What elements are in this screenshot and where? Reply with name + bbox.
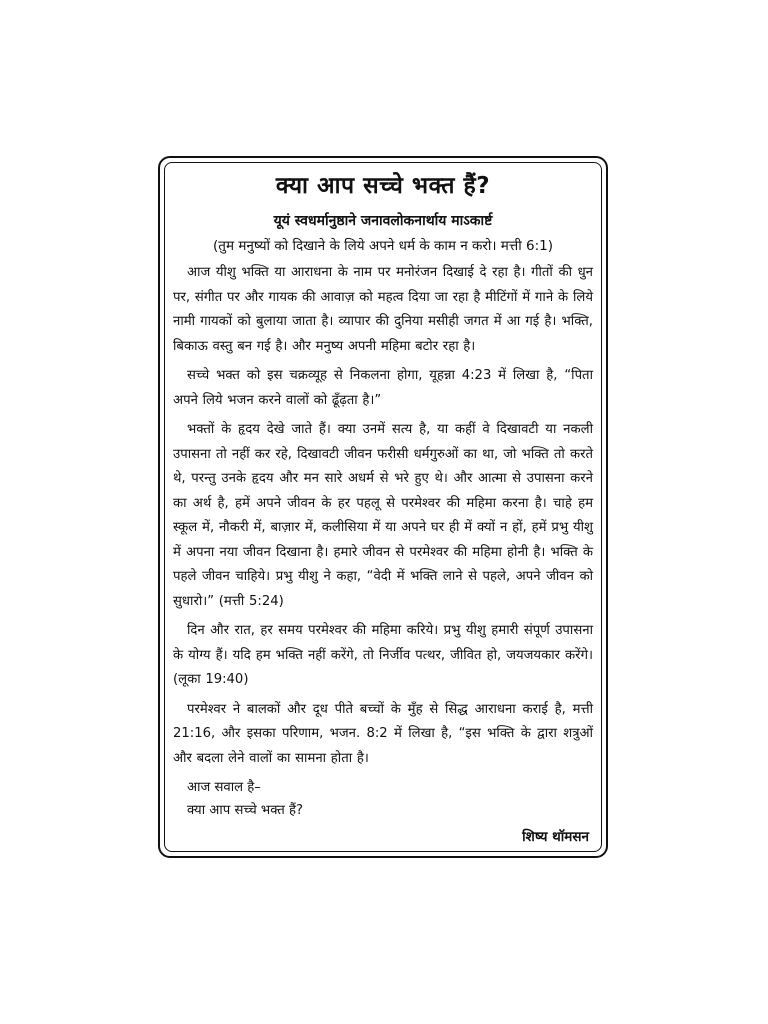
author-signature: शिष्य थॉमसन bbox=[522, 829, 589, 845]
article-title: क्या आप सच्चे भक्त हैं? bbox=[275, 173, 491, 199]
paragraph-1: आज यीशु भक्ति या आराधना के नाम पर मनोरंजन दिखाई दे रहा है। गीतों की धुन पर, संगीत पर और गायक की आवाज़ को महत्व दिया जा रहा है मीटिंगों में गाने के लिये नामी गायकों को बुलाया जाता है। व्यापार की दुनिया मसीही जगत में आ गई है। भक्ति, बिकाऊ वस्तु बन गई है। और मनुष्य अपनी महिमा बटोर रहा है। bbox=[173, 265, 593, 354]
closing-question bbox=[187, 776, 593, 822]
scripture-reference: (तुम मनुष्यों को दिखाने के लिये अपने धर्म के काम न करो। मत्ती 6:1) bbox=[213, 238, 553, 254]
paragraph-4: दिन और रात, हर समय परमेश्वर की महिमा करिये। प्रभु यीशु हमारी संपूर्ण उपासना के योग्य हैं। यदि हम भक्ति नहीं करेंगे, तो निर्जीव पत्थर, जीवित हो, जयजयकार करेंगे। (लूका 19:40) bbox=[173, 623, 593, 687]
paragraph-3: भक्तों के हृदय देखे जाते हैं। क्या उनमें सत्य है, या कहीं वे दिखावटी या नकली उपासना तो नहीं कर रहे, दिखावटी जीवन फरीसी धर्मगुरुओं का था, जो भक्ति तो करते थे, परन्तु उनके हृदय और मन सारे अधर्म से भरे हुए थे। और आत्मा से उपासना करने का अर्थ है, हमें अपने जीवन के हर पहलू से परमेश्वर की महिमा करना है। चाहे हम स्कूल में, नौकरी में, बाज़ार में, कलीसिया में या अपने घर ही में क्यों न हों, हमें प्रभु यीशु में अपना नया जीवन दिखाना है। हमारे जीवन से परमेश्वर की महिमा होनी है। भक्ति के पहले जीवन चाहिये। प्रभु यीशु ने कहा, “वेदी में भक्ति लाने से पहले, अपने जीवन को सुधारो।” (मत्ती 5:24) bbox=[173, 422, 593, 609]
closing-line-1: आज सवाल है– bbox=[187, 780, 261, 795]
closing-line-2: क्या आप सच्चे भक्त हैं? bbox=[187, 803, 303, 818]
paragraph-2: सच्चे भक्त को इस चक्रव्यूह से निकलना होगा, यूहन्ना 4:23 में लिखा है, “पिता अपने लिये भजन करने वालों को ढूँढ़ता है।” bbox=[173, 368, 593, 408]
sanskrit-subtitle: यूयं स्वधर्मानुष्ठाने जनावलोकनार्थाय माऽकार्ष्ट bbox=[273, 213, 493, 229]
article-box bbox=[164, 162, 602, 852]
paragraph-5: परमेश्वर ने बालकों और दूध पीते बच्चों के मुँह से सिद्ध आराधना कराई है, मत्ती 21:16, और इसका परिणाम, भजन. 8:2 में लिखा है, “इस भक्ति के द्वारा शत्रुओं और बदला लेने वालों का सामना होता है। bbox=[173, 701, 593, 766]
